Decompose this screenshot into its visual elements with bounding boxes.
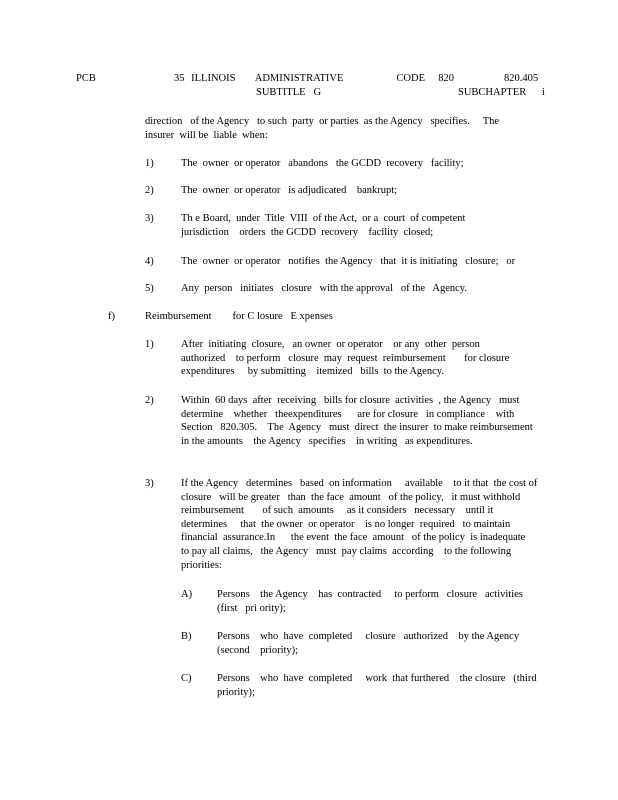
- header-subchapter: SUBCHAPTER i: [458, 87, 545, 98]
- list-item-text: Persons who have completed closure authorized by the Agency (second priority);: [217, 631, 522, 656]
- list-item-number: C): [181, 673, 192, 684]
- list-item-number: 1): [145, 339, 154, 350]
- list-item-text: Any person initiates closure with the approval of the Agency.: [181, 283, 467, 294]
- list-item-text: The owner or operator is adjudicated bankrupt;: [181, 185, 398, 196]
- list-item-number: 4): [145, 256, 154, 267]
- list-item-text: After initiating closure, an owner or operator or any other person authorized to perform closure may request reimbursement for closure expenditures by submitting itemized bills to the Agency.: [181, 339, 512, 378]
- list-item-number: 3): [145, 213, 154, 224]
- list-item-text: The owner or operator notifies the Agency that it is initiating closure; or: [181, 256, 516, 267]
- list-item-number: 3): [145, 478, 154, 489]
- intro-paragraph: direction of the Agency to such party or parties as the Agency specifies. The insurer will be liable when:: [145, 116, 502, 141]
- header-code-title: 35 ILLINOIS ADMINISTRATIVE CODE 820: [174, 73, 454, 84]
- list-item-number: 1): [145, 158, 154, 169]
- list-item-number: B): [181, 631, 192, 642]
- header-subtitle: SUBTITLE G: [256, 87, 322, 98]
- section-title: Reimbursement for C losure E xpenses: [145, 311, 333, 322]
- list-item-number: 2): [145, 185, 154, 196]
- list-item-text: Persons the Agency has contracted to perform closure activities (first pri ority);: [217, 589, 526, 614]
- section-label: f): [108, 311, 115, 322]
- list-item-text: Within 60 days after receiving bills for closure activities , the Agency must determine whether theexpenditures are for closure in compliance with Section 820.305. The Agency must direct the insurer to make reimbursement in the amounts the Agency specifies in writing as expenditures.: [181, 395, 549, 447]
- header-agency: PCB: [76, 73, 96, 84]
- list-item-number: 5): [145, 283, 154, 294]
- list-item-text: Persons who have completed work that furthered the closure (third priority);: [217, 673, 540, 698]
- list-item-number: A): [181, 589, 193, 600]
- list-item-text: Th e Board, under Title VIII of the Act, or a court of competent jurisdiction orders the GCDD recovery facility closed;: [181, 213, 469, 238]
- list-item-text: If the Agency determines based on information available to it that the cost of closure will be greater than the face amount of the policy, it must withhold reimbursement of such amounts as it considers necessary until it determines that the owner or operator is no longer required to maintain financial assurance.In the event the face amount of the policy is inadequate to pay all claims, the Agency must pay claims according to the following priorities:: [181, 478, 540, 571]
- list-item-text: The owner or operator abandons the GCDD recovery facility;: [181, 158, 464, 169]
- list-item-number: 2): [145, 395, 154, 406]
- header-section-number: 820.405: [504, 73, 539, 84]
